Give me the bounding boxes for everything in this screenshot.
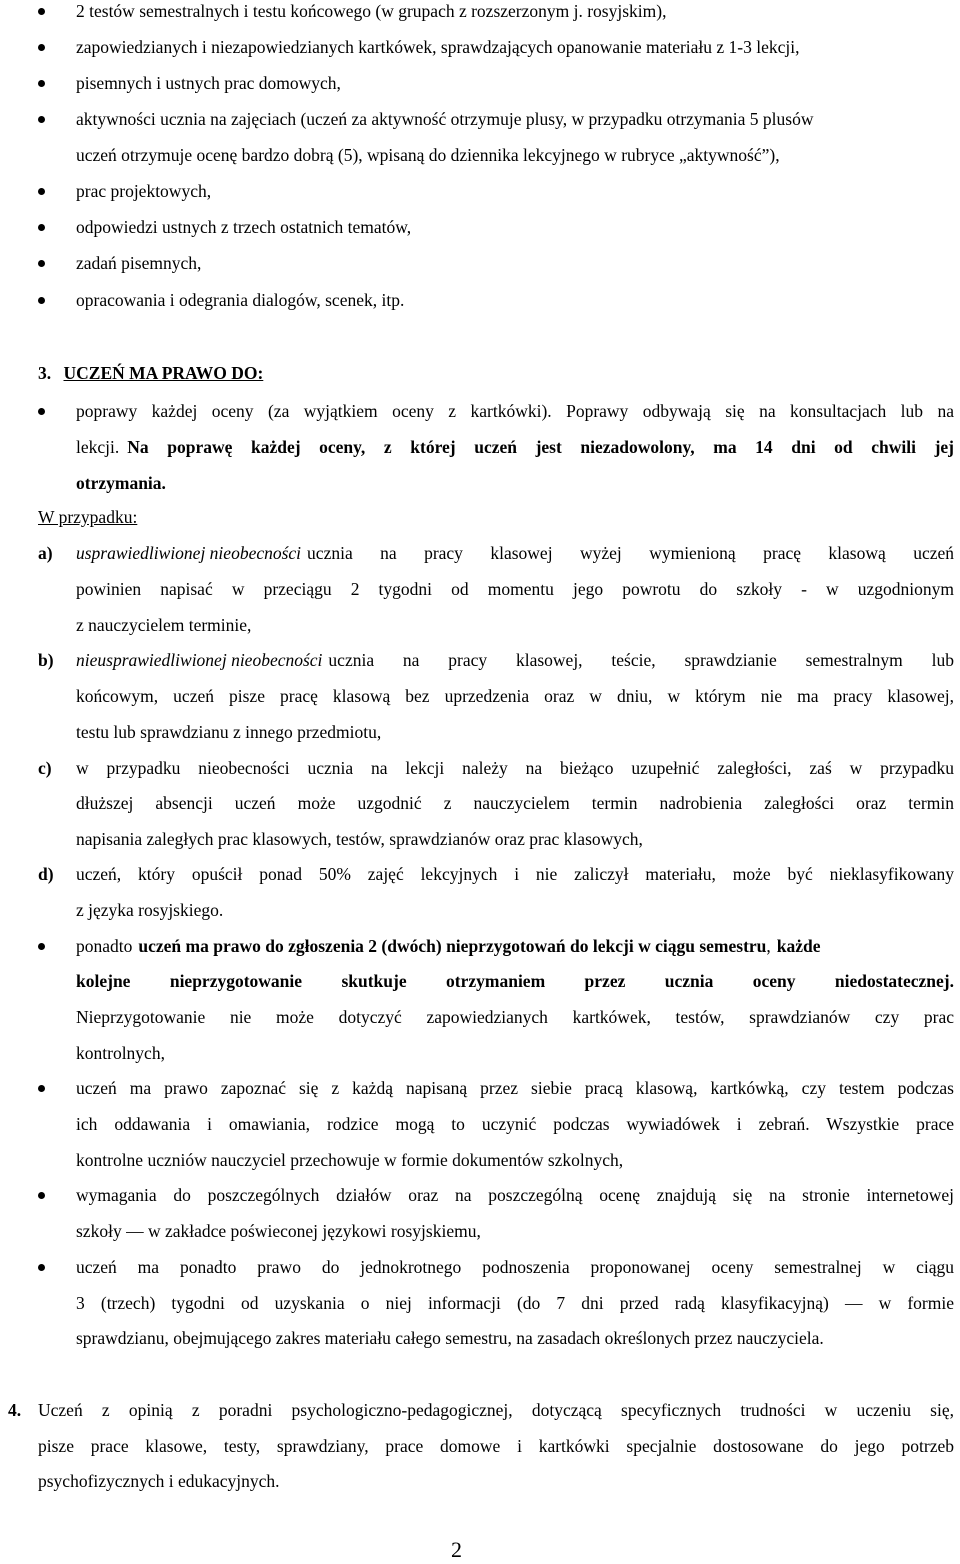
- item-label-b: b): [38, 650, 54, 670]
- bullet-icon: [38, 1192, 45, 1199]
- list-item: uczeń ma ponadto prawo do jednokrotnego podnoszenia proponowanej oceny semestralnej w ciągu: [76, 1257, 954, 1277]
- text-span: ponadto: [76, 936, 133, 956]
- section-4-text: Uczeń z opinią z poradni psychologiczno-pedagogicznej, dotyczącą specyficznych trudności w uczeniu się,: [38, 1400, 954, 1420]
- item-label-d: d): [38, 864, 54, 884]
- italic-text: nieusprawiedliwionej nieobecności: [76, 650, 323, 670]
- bullet-icon: [38, 408, 45, 415]
- bullet-icon: [38, 1264, 45, 1271]
- section-3-heading: [38, 362, 263, 384]
- list-item-continuation: testu lub sprawdzianu z innego przedmiotu,: [76, 722, 382, 742]
- page-number: 2: [451, 1537, 462, 1562]
- list-item-continuation: kontrolnych,: [76, 1043, 165, 1063]
- case-heading: W przypadku:: [38, 507, 138, 527]
- bullet-icon: [38, 260, 45, 267]
- list-item: aktywności ucznia na zajęciach (uczeń za aktywność otrzymuje plusy, w przypadku otrzymania 5 plusów: [76, 109, 814, 129]
- bold-text: uczeń ma prawo do zgłoszenia 2 (dwóch) nieprzygotowań do lekcji w ciągu semestru: [138, 936, 767, 956]
- list-item: [76, 935, 954, 957]
- bullet-icon: [38, 943, 45, 950]
- list-item: uczeń, który opuścił ponad 50% zajęć lekcyjnych i nie zaliczył materiału, może być nieklasyfikowany: [76, 864, 954, 884]
- section-title: UCZEŃ MA PRAWO DO:: [63, 363, 264, 383]
- text-span: ,: [766, 936, 771, 956]
- bullet-icon: [38, 44, 45, 51]
- list-item-continuation: z nauczycielem terminie,: [76, 615, 252, 635]
- list-item: 2 testów semestralnych i testu końcowego (w grupach z rozszerzonym j. rosyjskim),: [76, 1, 667, 21]
- list-item-continuation: Nieprzygotowanie nie może dotyczyć zapowiedzianych kartkówek, testów, sprawdzianów czy prac: [76, 1007, 954, 1027]
- bullet-icon: [38, 116, 45, 123]
- text-span: ucznia na pracy klasowej, teście, sprawdzianie semestralnym lub: [328, 650, 954, 670]
- item-label-a: a): [38, 543, 53, 563]
- list-item: uczeń ma prawo zapoznać się z każdą napisaną przez siebie pracą klasową, kartkówką, czy testem podczas: [76, 1078, 954, 1098]
- list-item: zapowiedzianych i niezapowiedzianych kartkówek, sprawdzających opanowanie materiału z 1-3 lekcji,: [76, 37, 800, 57]
- italic-text: usprawiedliwionej nieobecności: [76, 543, 302, 563]
- list-item-continuation: napisania zaległych prac klasowych, testów, sprawdzianów oraz prac klasowych,: [76, 829, 643, 849]
- list-item: prac projektowych,: [76, 181, 212, 201]
- bullet-icon: [38, 1085, 45, 1092]
- list-item-continuation: sprawdzianu, obejmującego zakres materiału całego semestru, na zasadach określonych przez nauczyciela.: [76, 1328, 824, 1348]
- section-4-text: pisze prace klasowe, testy, sprawdziany, prace domowe i kartkówki specjalnie dostosowane do jego potrzeb: [38, 1436, 954, 1456]
- list-item: [76, 542, 954, 564]
- bold-text: każde: [776, 936, 821, 956]
- list-item-continuation: powinien napisać w przeciągu 2 tygodni od momentu jego powrotu do szkoły - w uzgodnionym: [76, 579, 954, 599]
- list-item: pisemnych i ustnych prac domowych,: [76, 73, 341, 93]
- list-item: odpowiedzi ustnych z trzech ostatnich tematów,: [76, 217, 412, 237]
- list-item-continuation: z języka rosyjskiego.: [76, 900, 224, 920]
- list-item: [76, 649, 954, 671]
- section-4-text: psychofizycznych i edukacyjnych.: [38, 1471, 280, 1491]
- bullet-icon: [38, 188, 45, 195]
- list-item: w przypadku nieobecności ucznia na lekcji należy na bieżąco uzupełnić zaległości, zaś w przypadku: [76, 758, 954, 778]
- list-item-continuation: dłuższej absencji uczeń może uzgodnić z nauczycielem termin nadrobienia zaległości oraz termin: [76, 793, 954, 813]
- list-item-continuation: [76, 436, 954, 458]
- bullet-icon: [38, 8, 45, 15]
- list-item-continuation: ich oddawania i omawiania, rodzice mogą to uczynić podczas wywiadówek i zebrań. Wszystkie prace: [76, 1114, 954, 1134]
- bullet-icon: [38, 80, 45, 87]
- section-number: 3.: [38, 363, 52, 383]
- list-item-continuation: otrzymania.: [76, 473, 166, 493]
- bold-text: Na poprawę każdej oceny, z której uczeń jest niezadowolony, ma 14 dni od chwili jej: [127, 437, 954, 457]
- bullet-icon: [38, 297, 45, 304]
- list-item-continuation: kontrolne uczniów nauczyciel przechowuje w formie dokumentów szkolnych,: [76, 1150, 624, 1170]
- text-span: ucznia na pracy klasowej wyżej wymienioną pracę klasową uczeń: [307, 543, 954, 563]
- list-item-continuation: 3 (trzech) tygodni od uzyskania o niej informacji (do 7 dni przed radą klasyfikacyjną) — w formie: [76, 1293, 954, 1313]
- list-item: zadań pisemnych,: [76, 253, 202, 273]
- item-label-c: c): [38, 758, 52, 778]
- list-item-continuation: kolejne nieprzygotowanie skutkuje otrzymaniem przez ucznia oceny niedostatecznej.: [76, 971, 954, 991]
- list-item-continuation: końcowym, uczeń pisze pracę klasową bez uprzedzenia oraz w dniu, w którym nie ma pracy klasowej,: [76, 686, 954, 706]
- list-item: poprawy każdej oceny (za wyjątkiem oceny z kartkówki). Poprawy odbywają się na konsultacjach lub na: [76, 401, 954, 421]
- section-4-number: 4.: [8, 1400, 22, 1420]
- list-item-continuation: szkoły — w zakładce poświeconej językowi rosyjskiemu,: [76, 1221, 481, 1241]
- list-item: wymagania do poszczególnych działów oraz na poszczególną ocenę znajdują się na stronie internetowej: [76, 1185, 954, 1205]
- bullet-icon: [38, 224, 45, 231]
- text-span: lekcji.: [76, 437, 120, 457]
- list-item: opracowania i odegrania dialogów, scenek, itp.: [76, 290, 405, 310]
- list-item-continuation: uczeń otrzymuje ocenę bardzo dobrą (5), wpisaną do dziennika lekcyjnego w rubryce „aktywność”),: [76, 145, 780, 165]
